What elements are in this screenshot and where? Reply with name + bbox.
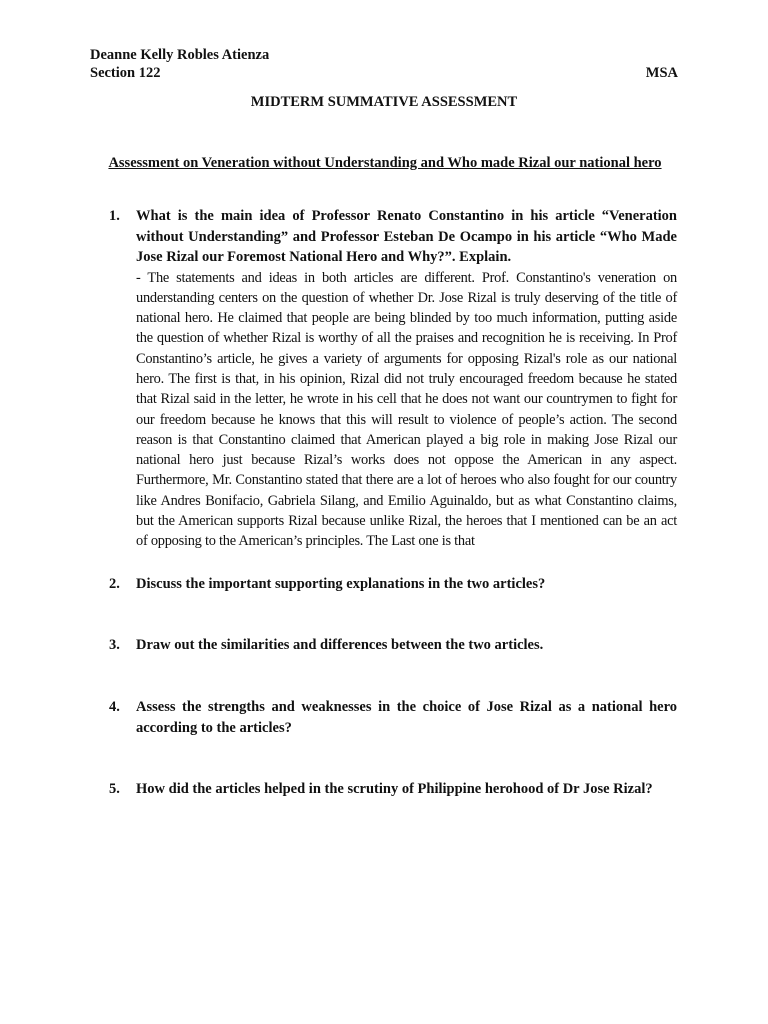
question-text: Draw out the similarities and differences between the two articles.	[136, 637, 544, 653]
question-number: 4.	[109, 699, 120, 715]
question-text: Discuss the important supporting explanations in the two articles?	[136, 576, 546, 592]
answer-text: - The statements and ideas in both articles are different. Prof. Constantino's veneration on understanding centers on the question of whether Dr. Jose Rizal is truly deserving of the title of national hero. He claimed that people are being blinded by too much information, putting aside the question of whether Rizal is worthy of all the praises and recognition he is receiving. In Prof Constantino’s article, he gives a variety of arguments for opposing Rizal's role as our national hero. The first is that, in his opinion, Rizal did not truly encouraged freedom because he stated that Rizal said in the letter, he wrote in his cell that he does not want our countrymen to fight for our freedom because he knows that this will result to violence of people’s action. The second reason is that Constantino claimed that American played a big role in making Jose Rizal our national hero just because Rizal’s works does not oppose the American in any aspect. Furthermore, Mr. Constantino stated that there are a lot of heroes who also fought for our country like Andres Bonifacio, Gabriela Silang, and Emilio Aguinaldo, but as what Constantino claims, but the American supports Rizal because unlike Rizal, the heroes that I mentioned can be an act of opposing to the American’s principles. The Last one is that	[136, 269, 677, 550]
question-text: What is the main idea of Professor Renato Constantino in his article “Veneration without Understanding” and Professor Esteban De Ocampo in his article “Who Made Jose Rizal our Foremost National Hero and Why?”. Explain.	[136, 208, 677, 265]
document-subtitle: Assessment on Veneration without Understanding and Who made Rizal our national hero	[108, 155, 662, 171]
course-code: MSA	[645, 65, 678, 81]
question-number: 1.	[109, 208, 120, 224]
student-name: Deanne Kelly Robles Atienza	[90, 47, 270, 63]
question-text: How did the articles helped in the scrutiny of Philippine herohood of Dr Jose Rizal?	[136, 781, 653, 797]
question-number: 5.	[109, 781, 120, 797]
question-body	[136, 779, 677, 800]
question-body	[136, 574, 677, 595]
document-title: MIDTERM SUMMATIVE ASSESSMENT	[250, 94, 518, 110]
question-number: 3.	[109, 637, 120, 653]
question-text: Assess the strengths and weaknesses in the choice of Jose Rizal as a national hero according to the articles?	[136, 699, 677, 736]
section-label: Section 122	[90, 65, 161, 81]
question-number: 2.	[109, 576, 120, 592]
question-body	[136, 206, 677, 552]
question-body	[136, 635, 677, 656]
question-body	[136, 697, 677, 738]
